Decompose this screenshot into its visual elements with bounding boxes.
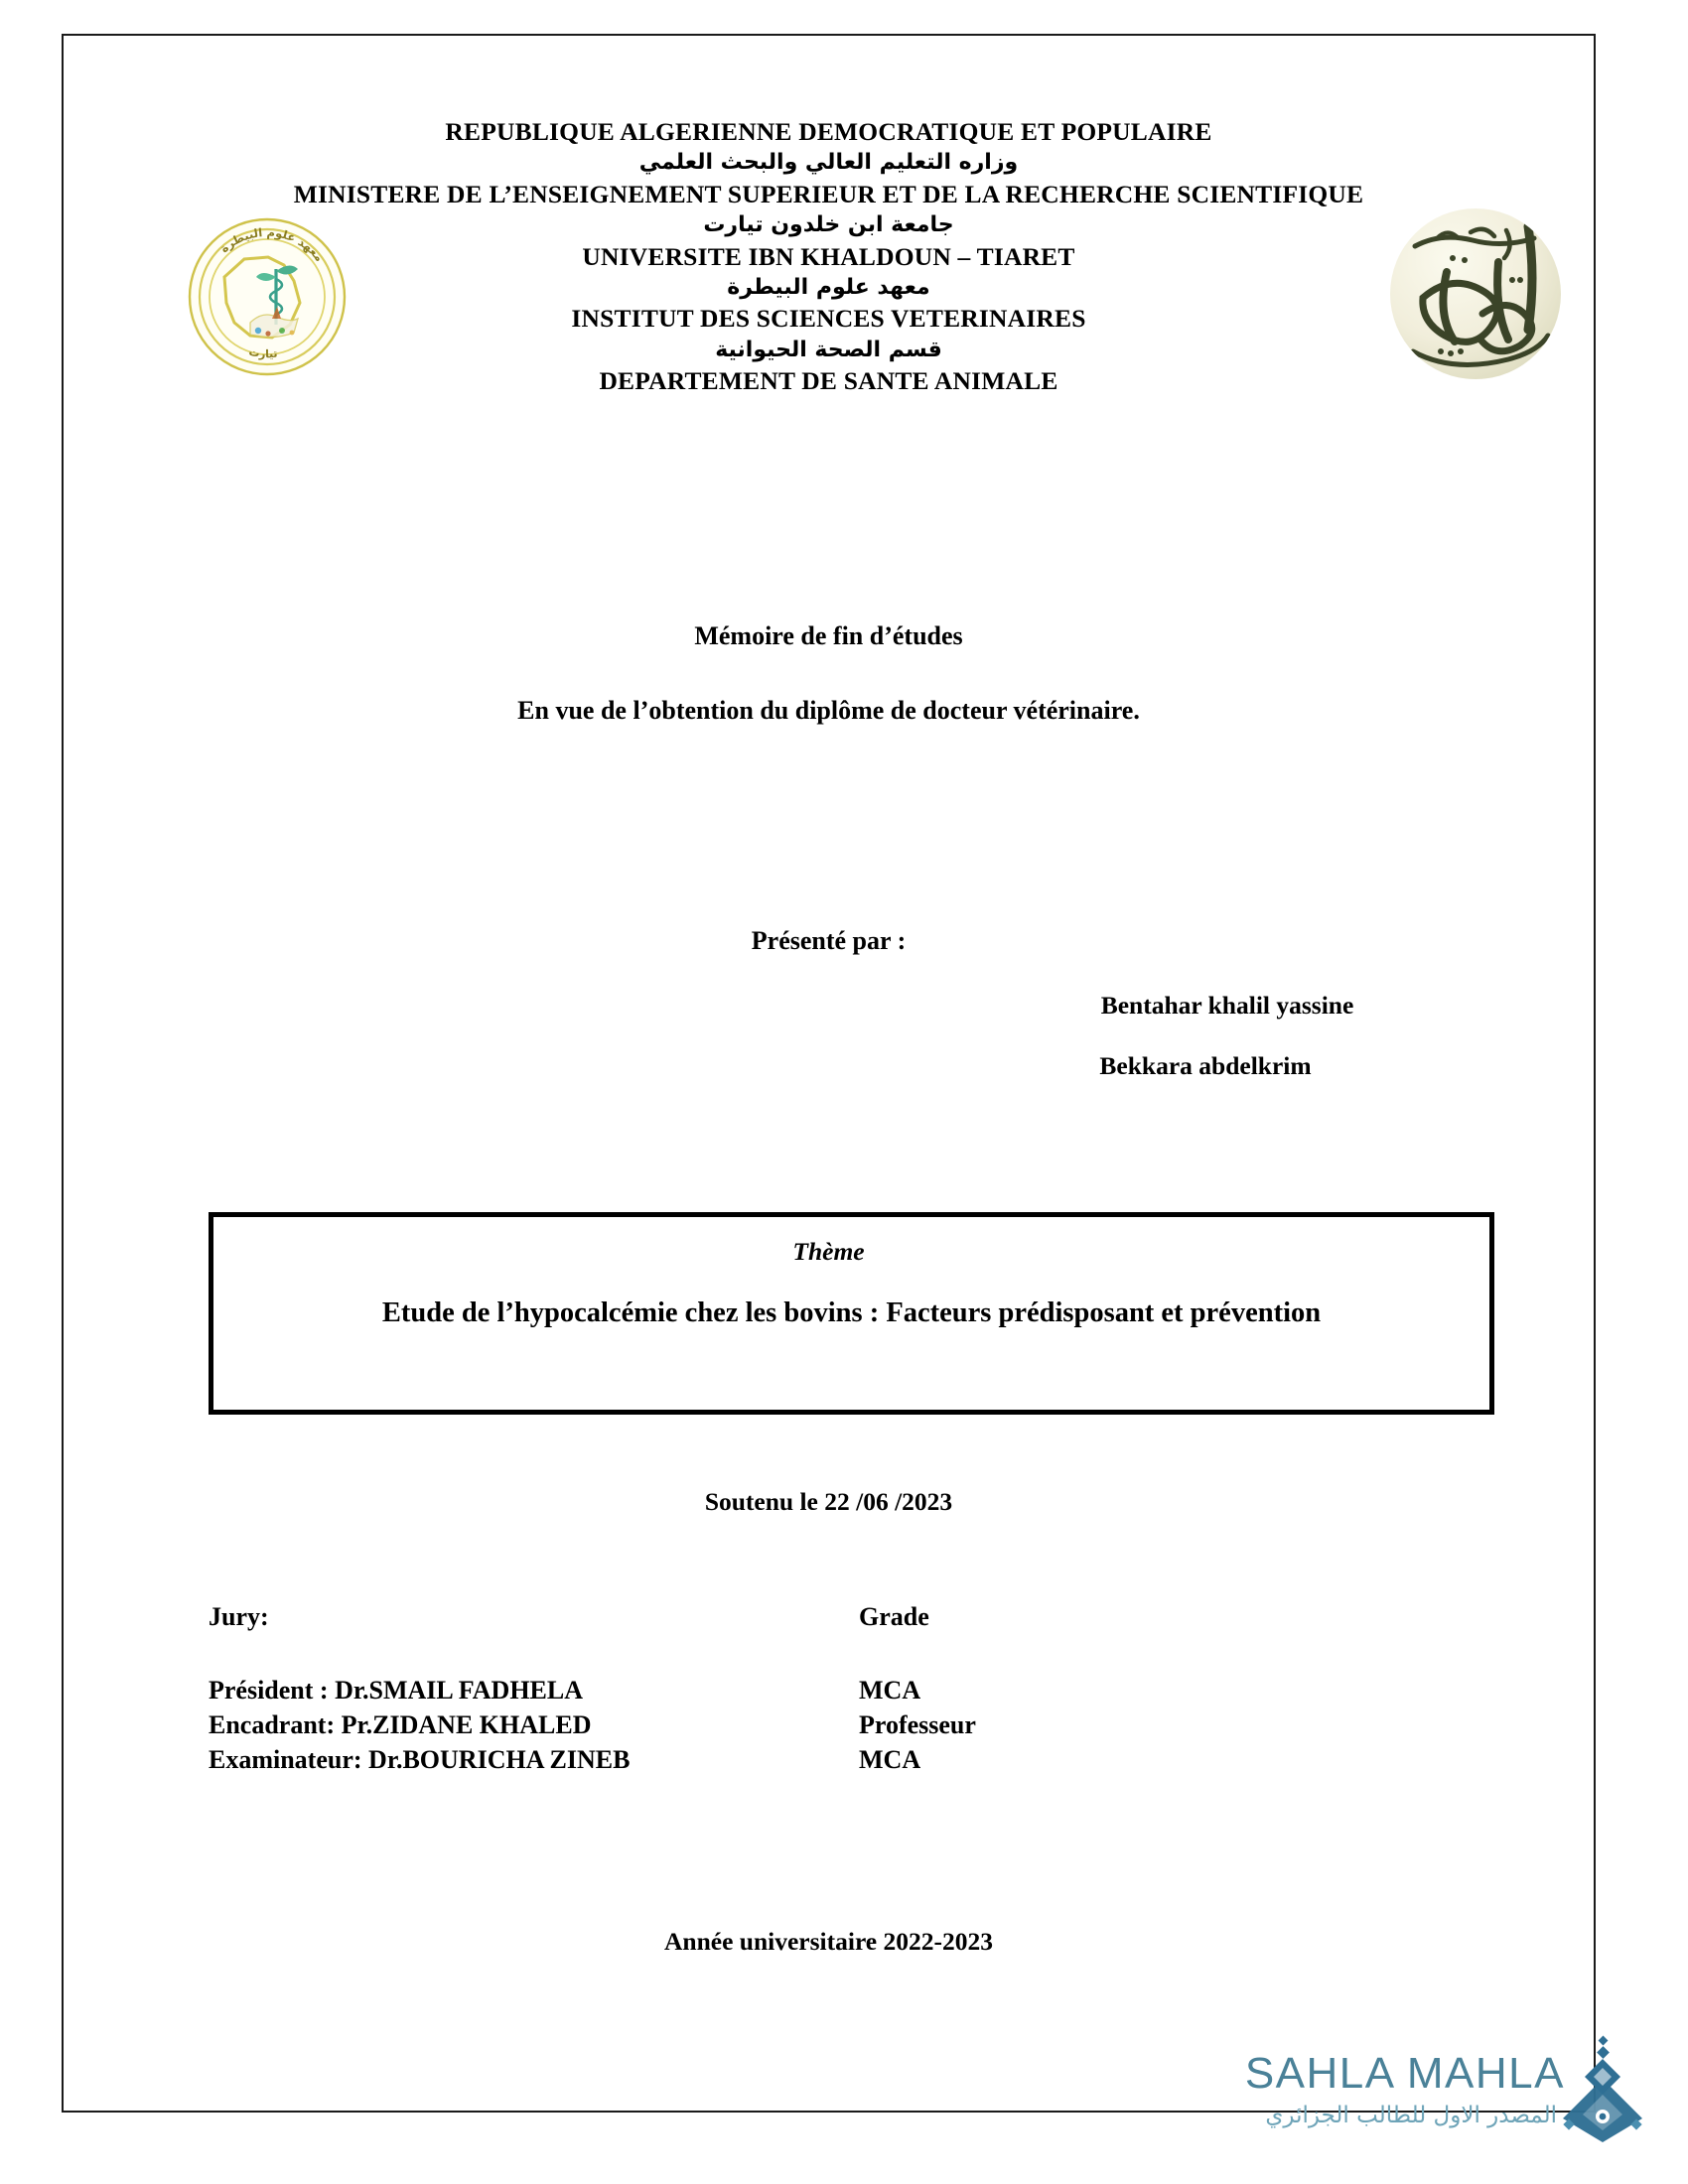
sahla-mahla-diamond-logo-icon (1551, 2035, 1654, 2144)
author-name-1: Bentahar khalil yassine (1100, 991, 1354, 1020)
sahla-mahla-watermark (1207, 2031, 1654, 2150)
jury-member-name: Examinateur: Dr.BOURICHA ZINEB (209, 1745, 631, 1774)
thesis-title: Etude de l’hypocalcémie chez les bovins : Facteurs prédisposant et prévention (381, 1297, 1322, 1329)
jury-section (209, 1604, 1499, 1782)
jury-member-grade: MCA (859, 1745, 921, 1774)
watermark-title: SAHLA MAHLA (1244, 2049, 1565, 2098)
diploma-statement: En vue de l’obtention du diplôme de docteur vétérinaire. (517, 696, 1140, 725)
header-line-departement-ar: قسم الصحة الحيوانية (715, 337, 942, 362)
jury-label: Jury: (209, 1602, 269, 1631)
header-line-ministere-ar: وزاره التعليم العالي والبحث العلمي (638, 150, 1019, 176)
academic-year: Année universitaire 2022-2023 (663, 1927, 993, 1956)
theme-box (209, 1212, 1494, 1415)
header-line-universite: UNIVERSITE IBN KHALDOUN – TIARET (582, 241, 1075, 271)
grade-column-header: Grade (859, 1602, 929, 1631)
header-line-institut-ar: معهد علوم البيطرة (727, 274, 930, 300)
header-line-universite-ar: جامعة ابن خلدون تيارت (703, 211, 954, 237)
jury-member-grade: Professeur (859, 1710, 976, 1739)
defense-date: Soutenu le 22 /06 /2023 (704, 1487, 953, 1516)
jury-member-grade: MCA (859, 1676, 921, 1705)
header-line-institut: INSTITUT DES SCIENCES VETERINAIRES (571, 304, 1086, 334)
header-line-departement: DEPARTEMENT DE SANTE ANIMALE (599, 366, 1058, 396)
institution-header (64, 115, 1594, 397)
jury-row (209, 1712, 1499, 1738)
document-sheet (62, 34, 1596, 2128)
jury-member-name: Encadrant: Pr.ZIDANE KHALED (209, 1710, 592, 1739)
theme-label: Thème (792, 1237, 865, 1266)
svg-text:معهد علوم البيطرة: معهد علوم البيطرة (216, 224, 327, 265)
memoire-label: Mémoire de fin d’études (694, 621, 963, 650)
presente-par-label: Présenté par : (751, 926, 907, 955)
header-line-ministere: MINISTERE DE L’ENSEIGNEMENT SUPERIEUR ET DE LA RECHERCHE SCIENTIFIQUE (293, 179, 1364, 208)
svg-text:تيارت: تيارت (247, 344, 279, 361)
watermark-subtitle: المصدر الاول للطالب الجزائري (1265, 2103, 1557, 2128)
jury-member-name: Président : Dr.SMAIL FADHELA (209, 1676, 583, 1705)
header-line-republique: REPUBLIQUE ALGERIENNE DEMOCRATIQUE ET POPULAIRE (445, 117, 1212, 146)
jury-row (209, 1678, 1499, 1704)
author-name-2: Bekkara abdelkrim (1099, 1051, 1312, 1080)
jury-row (209, 1747, 1499, 1773)
jury-header-row (209, 1604, 1499, 1630)
